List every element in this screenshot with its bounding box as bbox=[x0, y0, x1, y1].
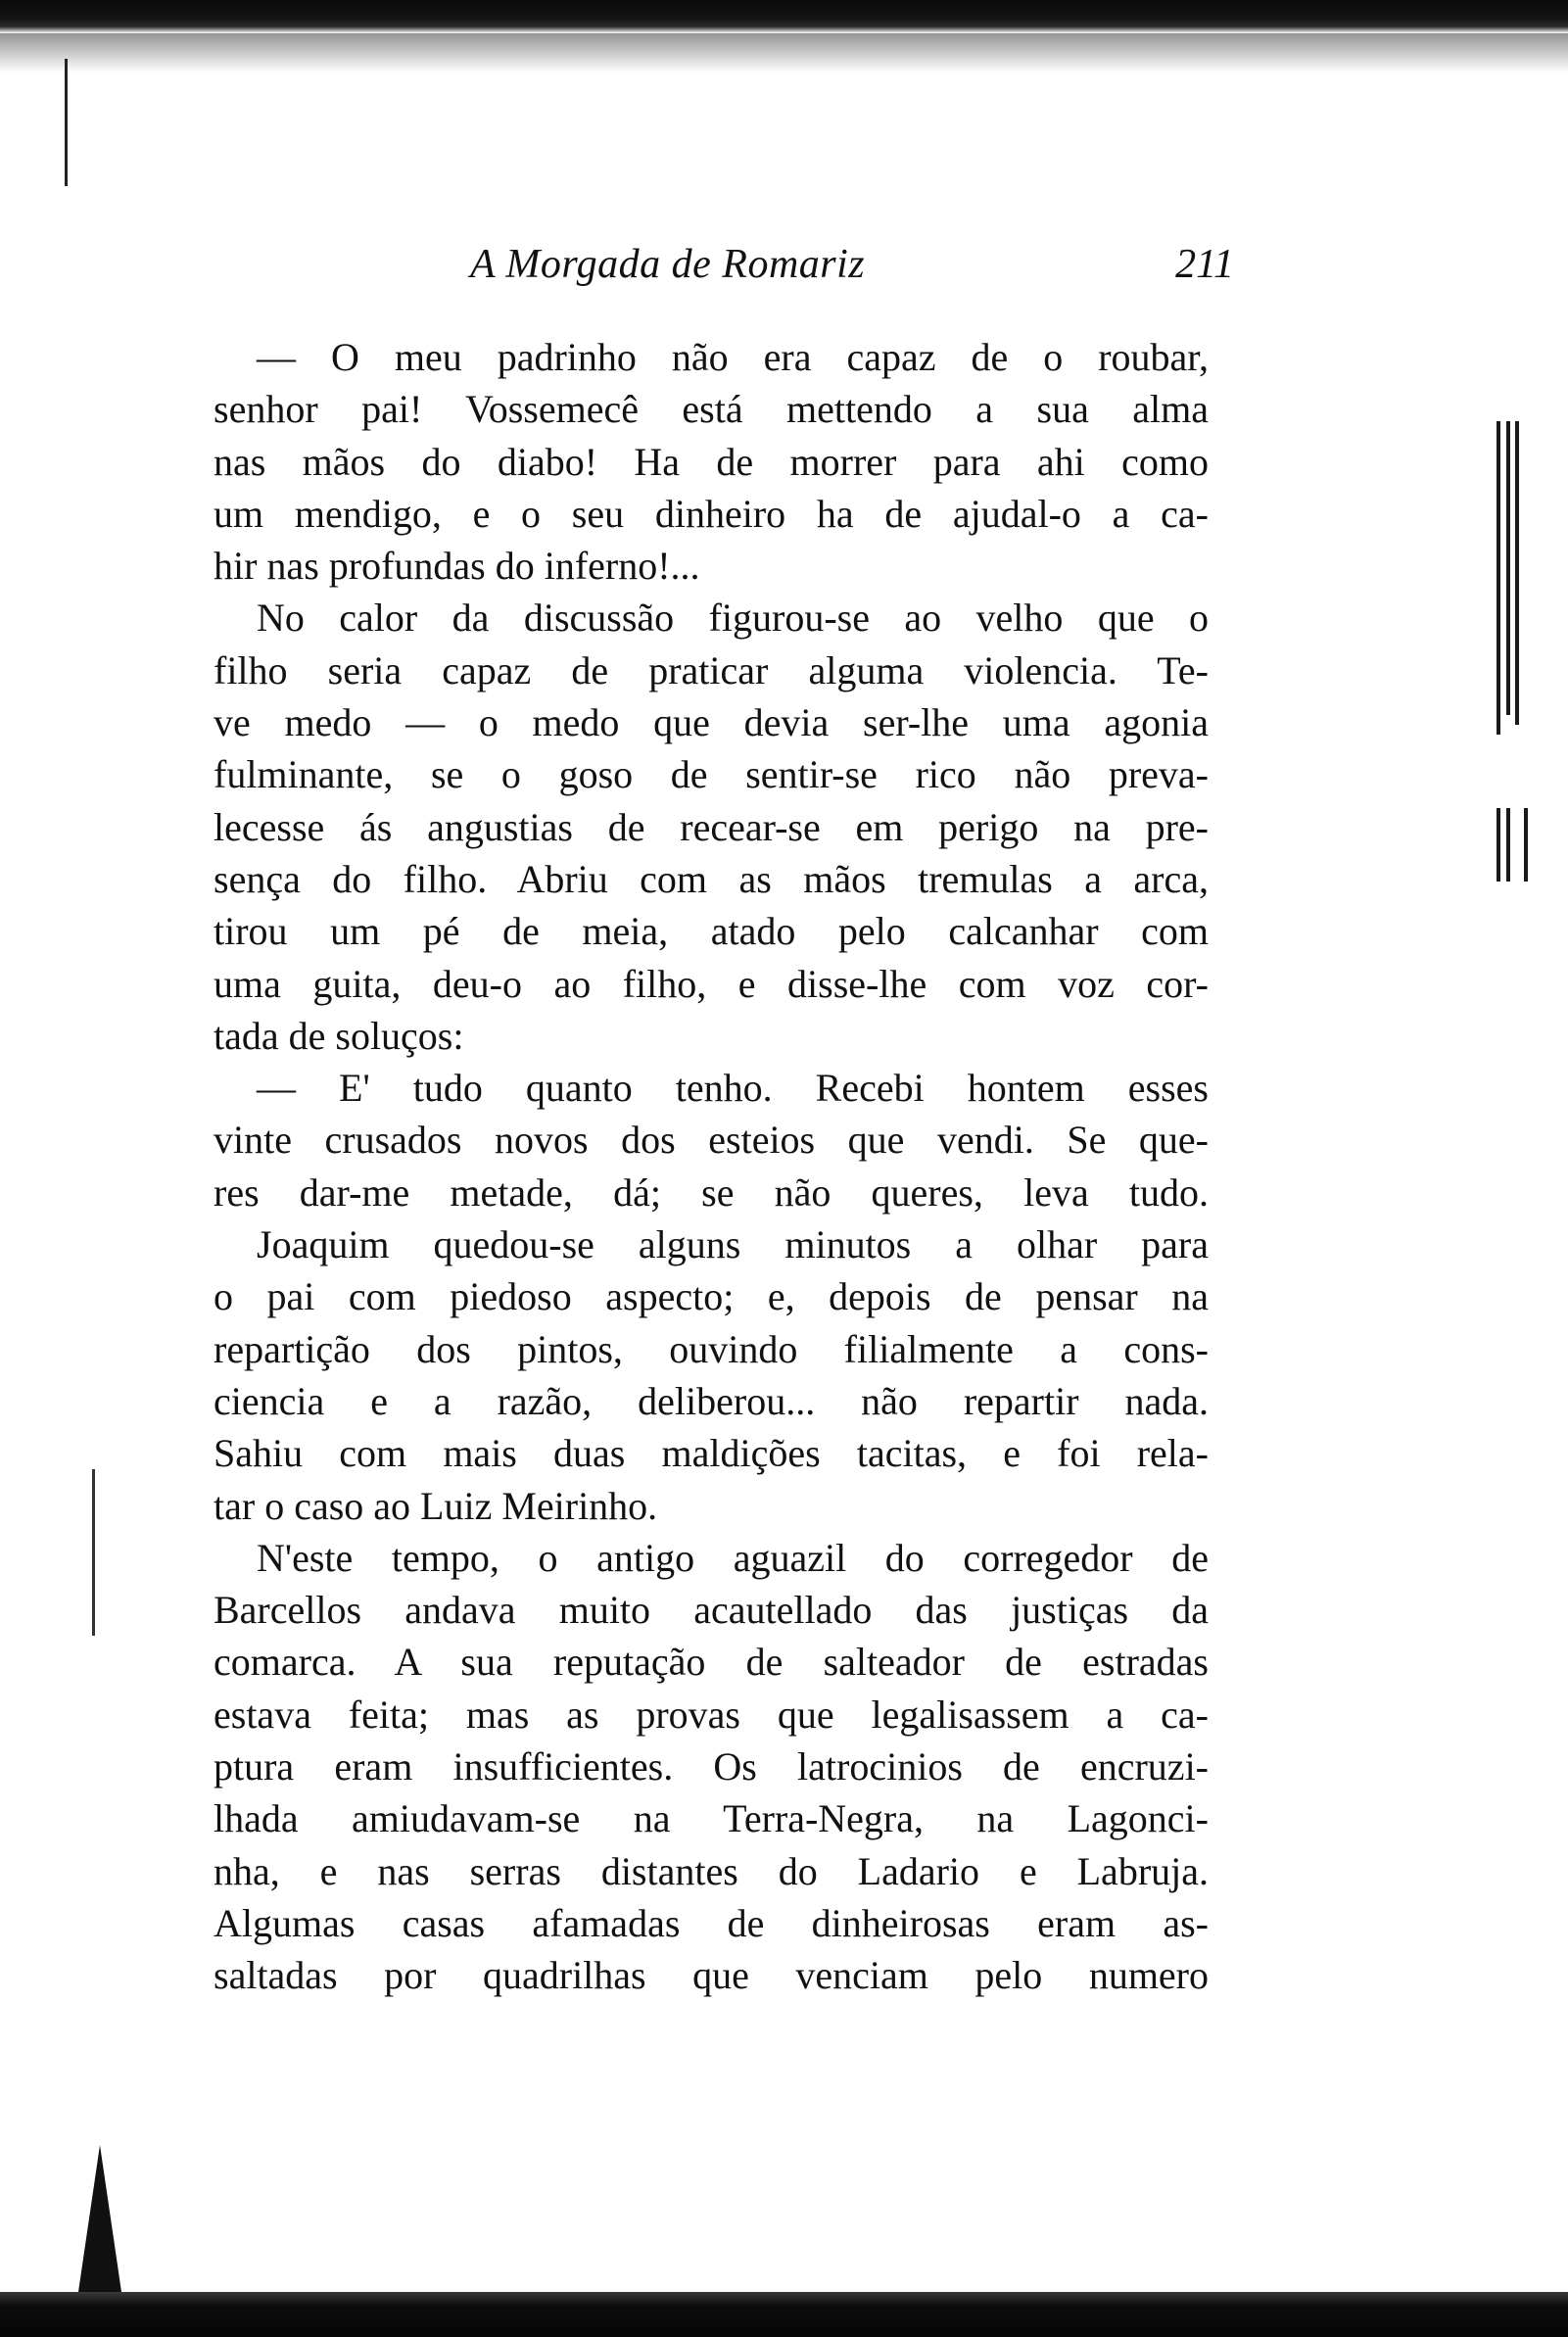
body-text bbox=[214, 331, 1209, 2002]
text-line: No calor da discussão figurou-se ao velho que o bbox=[257, 596, 1209, 641]
text-line: ciencia e a razão, deliberou... não repartir nada. bbox=[214, 1378, 1209, 1423]
scan-mark-left-lower bbox=[92, 1469, 95, 1636]
text-line: hir nas profundas do inferno!... bbox=[214, 544, 700, 589]
text-line: sença do filho. Abriu com as mãos tremulas a arca, bbox=[214, 856, 1209, 901]
text-line: filho seria capaz de praticar alguma violencia. Te- bbox=[214, 647, 1209, 692]
text-line: Algumas casas afamadas de dinheirosas eram as- bbox=[214, 1900, 1209, 1945]
scan-border-top bbox=[0, 0, 1568, 33]
text-line: o pai com piedoso aspecto; e, depois de pensar na bbox=[214, 1274, 1209, 1319]
text-line: Sahiu com mais duas maldições tacitas, e foi rela- bbox=[214, 1431, 1209, 1476]
text-line: Barcellos andava muito acautellado das justiças da bbox=[214, 1588, 1209, 1633]
page-header bbox=[470, 235, 1234, 294]
text-line: nas mãos do diabo! Ha de morrer para ahi como bbox=[214, 439, 1209, 484]
text-line: Joaquim quedou-se alguns minutos a olhar para bbox=[257, 1222, 1209, 1267]
text-line: ptura eram insufficientes. Os latrocinios de encruzi- bbox=[214, 1744, 1209, 1789]
text-line: fulminante, se o goso de sentir-se rico não preva- bbox=[214, 752, 1209, 797]
text-line: ve medo — o medo que devia ser-lhe uma agonia bbox=[214, 700, 1209, 745]
text-line: estava feita; mas as provas que legalisassem a ca- bbox=[214, 1692, 1209, 1737]
text-line: lecesse ás angustias de recear-se em perigo na pre- bbox=[214, 804, 1209, 849]
text-line: comarca. A sua reputação de salteador de estradas bbox=[214, 1640, 1209, 1685]
scan-mark-left bbox=[65, 59, 68, 186]
text-line: repartição dos pintos, ouvindo filialmente a cons- bbox=[214, 1326, 1209, 1371]
text-line: tada de soluços: bbox=[214, 1013, 464, 1058]
scan-border-bottom bbox=[0, 2292, 1568, 2337]
text-line: tirou um pé de meia, atado pelo calcanhar com bbox=[214, 909, 1209, 954]
text-line: N'este tempo, o antigo aguazil do corregedor de bbox=[257, 1535, 1209, 1580]
text-line: um mendigo, e o seu dinheiro ha de ajudal-o a ca- bbox=[214, 491, 1209, 536]
page-number: 211 bbox=[1175, 242, 1234, 287]
scan-mark-right bbox=[1489, 421, 1538, 882]
scan-mark-bottom-left bbox=[78, 2145, 121, 2292]
running-title: A Morgada de Romariz bbox=[470, 242, 866, 287]
text-line: saltadas por quadrilhas que venciam pelo numero bbox=[214, 1953, 1209, 1998]
scan-shadow-top bbox=[0, 33, 1568, 72]
text-line: — E' tudo quanto tenho. Recebi hontem esses bbox=[257, 1066, 1209, 1111]
text-line: lhada amiudavam-se na Terra-Negra, na Lagonci- bbox=[214, 1796, 1209, 1841]
text-line: — O meu padrinho não era capaz de o roubar, bbox=[257, 335, 1209, 379]
text-line: nha, e nas serras distantes do Ladario e Labruja. bbox=[214, 1848, 1209, 1893]
text-line: res dar-me metade, dá; se não queres, leva tudo. bbox=[214, 1169, 1209, 1215]
text-line: uma guita, deu-o ao filho, e disse-lhe com voz cor- bbox=[214, 961, 1209, 1006]
text-line: vinte crusados novos dos esteios que vendi. Se que- bbox=[214, 1118, 1209, 1163]
text-line: tar o caso ao Luiz Meirinho. bbox=[214, 1483, 658, 1528]
text-line: senhor pai! Vossemecê está mettendo a sua alma bbox=[214, 387, 1209, 432]
